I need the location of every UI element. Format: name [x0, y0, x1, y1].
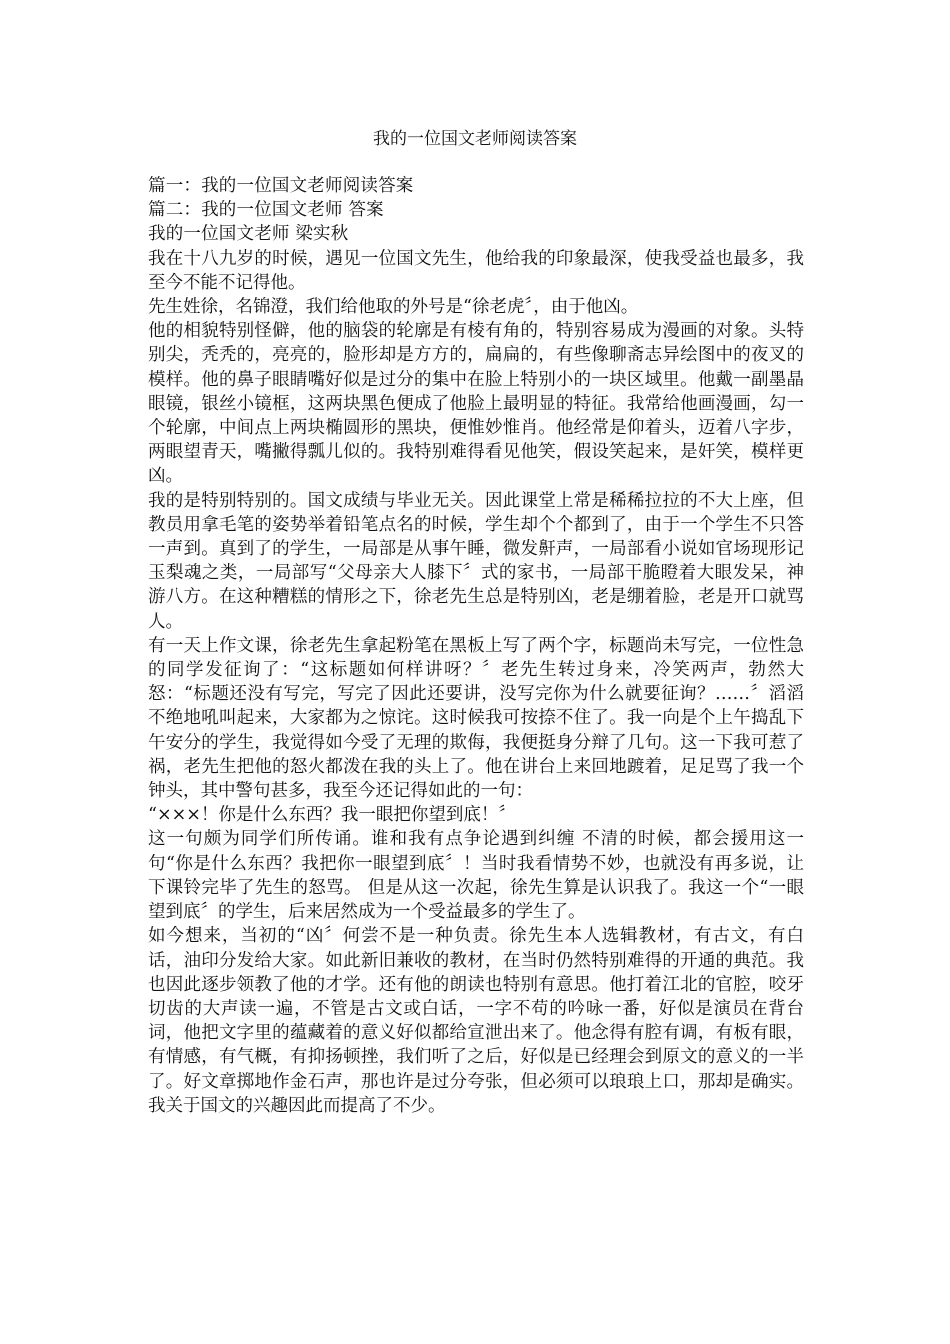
document-title: 我的一位国文老师阅读答案	[373, 129, 577, 149]
paragraph: 这一句颇为同学们所传诵。谁和我有点争论遇到纠缠 不清的时候，都会援用这一句“你是什么东西？我把你一眼望到底〞！当时我看情势不妙，也就没有再多说，让下课铃完毕了先生的怒骂。 但是从这一次起，徐先生算是认识我了。我这一个“一眼望到底〞的学生，后来居然成为一个受益最多的学生了。	[148, 829, 804, 923]
paragraph: 如今想来，当初的“凶〞何尝不是一种负责。徐先生本人选辑教材，有古文，有白话，油印分发给大家。如此新旧兼收的教材，在当时仍然特别难得的开通的典范。我也因此逐步领教了他的才学。还有他的朗读也特别有意思。他打着江北的官腔，咬牙切齿的大声读一遍，不管是古文或白话，一字不苟的吟咏一番，好似是演员在背台词，他把文字里的蕴藏着的意义好似都给宣泄出来了。他念得有腔有调，有板有眼，有情感，有气概，有抑扬顿挫，我们听了之后，好似是已经理会到原文的意义的一半了。好文章掷地作金石声，那也许是过分夸张，但必须可以琅琅上口，那却是确实。我关于国文的兴趣因此而提高了不少。	[148, 926, 804, 1116]
article-heading: 我的一位国文老师 梁实秋	[148, 224, 349, 245]
section-heading-2: 篇二：我的一位国文老师 答案	[148, 200, 384, 221]
paragraph: 我在十八九岁的时候，遇见一位国文先生，他给我的印象最深，使我受益也最多，我至今不能不记得他。	[148, 248, 804, 293]
paragraph: 有一天上作文课，徐老先生拿起粉笔在黑板上写了两个字，标题尚未写完，一位性急的同学发征询了：“这标题如何样讲呀？〞老先生转过身来，冷笑两声，勃然大怒：“标题还没有写完，写完了因此还要讲，没写完你为什么就要征询？……〞滔滔不绝地吼叫起来，大家都为之惊诧。这时候我可按捺不住了。我一向是个上午捣乱下午安分的学生，我觉得如今受了无理的欺侮，我便挺身分辩了几句。这一下我可惹了祸，老先生把他的怒火都泼在我的头上了。他在讲台上来回地踱着，足足骂了我一个钟头，其中警句甚多，我至今还记得如此的一句：	[148, 635, 804, 802]
paragraph: 先生姓徐，名锦澄，我们给他取的外号是“徐老虎〞，由于他凶。	[148, 297, 639, 318]
section-heading-1: 篇一：我的一位国文老师阅读答案	[148, 176, 414, 196]
paragraph: 我的是特别特别的。国文成绩与毕业无关。因此课堂上常是稀稀拉拉的不大上座，但教员用拿毛笔的姿势举着铅笔点名的时候，学生却个个都到了，由于一个学生不只答一声到。真到了的学生，一局部是从事午睡，微发鼾声，一局部看小说如官场现形记玉梨魂之类，一局部写“父母亲大人膝下〞式的家书，一局部干脆瞪着大眼发呆，神游八方。在这种糟糕的情形之下，徐老先生总是特别凶，老是绷着脸，老是开口就骂人。	[148, 490, 804, 632]
paragraph: “×××！你是什么东西？我一眼把你望到底！〞	[148, 805, 516, 826]
document-body	[148, 174, 804, 1118]
paragraph: 他的相貌特别怪僻，他的脑袋的轮廓是有棱有角的，特别容易成为漫画的对象。头特别尖，秃秃的，亮亮的，脸形却是方方的，扁扁的，有些像聊斋志异绘图中的夜叉的模样。他的鼻子眼睛嘴好似是过分的集中在脸上特别小的一块区域里。他戴一副墨晶眼镜，银丝小镜框，这两块黑色便成了他脸上最明显的特征。我常给他画漫画，勾一个轮廓，中间点上两块椭圆形的黑块，便惟妙惟肖。他经常是仰着头，迈着八字步，两眼望青天，嘴撇得瓢儿似的。我特别难得看见他笑，假设笑起来，是奸笑，模样更凶。	[148, 321, 804, 487]
